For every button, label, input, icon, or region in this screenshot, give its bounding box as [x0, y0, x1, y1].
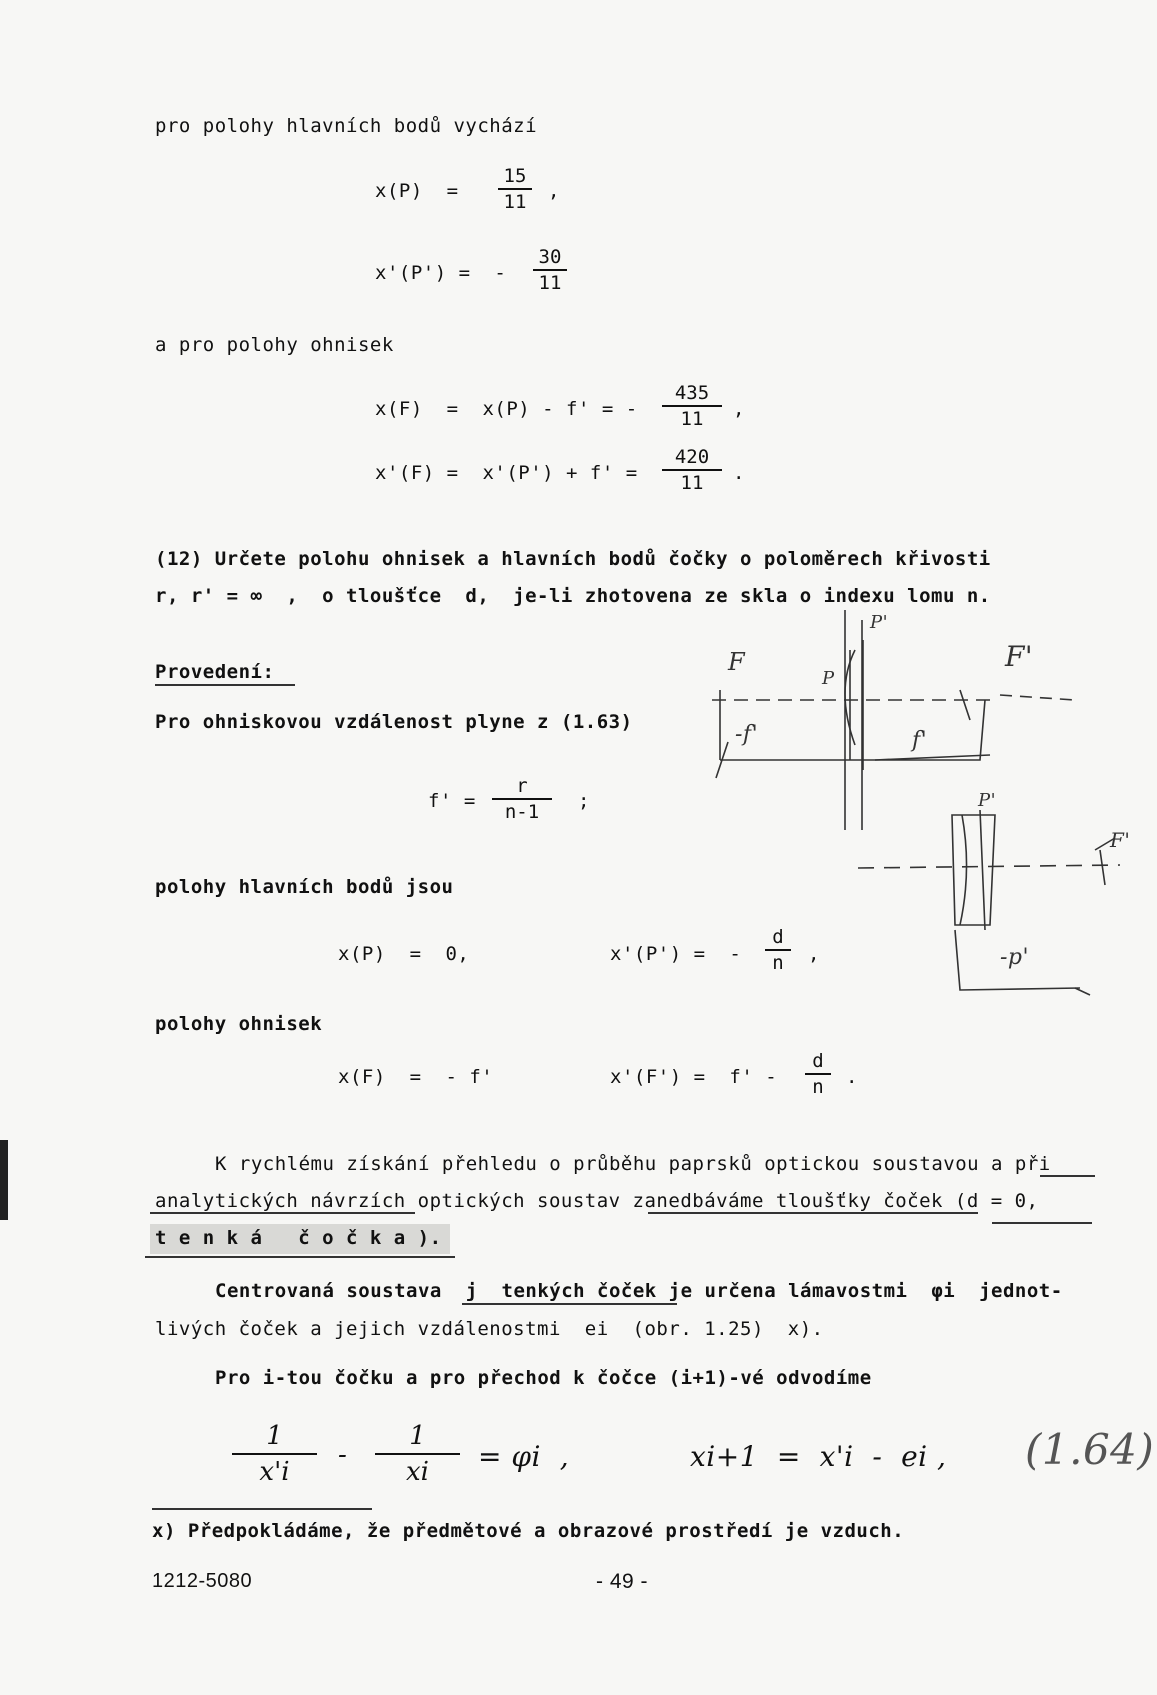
sketch-label-f-prime: f' — [912, 728, 928, 753]
eq6b-num: d — [772, 926, 784, 948]
sketch-label-F-prime: F' — [1005, 640, 1034, 673]
eq4-lhs: x'(F) = x'(P') + f' = — [375, 462, 638, 484]
eq2-lhs: x'(P') = - — [375, 262, 507, 284]
footnote-text: x) Předpokládáme, že předmětové a obrazové prostředí je vzduch. — [152, 1520, 905, 1542]
eq8-second: xi+1 = x'i - ei , — [690, 1440, 947, 1473]
intro-line: pro polohy hlavních bodů vychází — [155, 115, 538, 137]
eq8-rhs: = φi , — [478, 1440, 570, 1473]
para1-line2: analytických návrzích optických soustav zanedbáváme tloušťky čoček (d = 0, — [155, 1190, 1039, 1212]
eq8-label: (1.64) — [1025, 1425, 1155, 1474]
sketch-label-P-prime: P' — [870, 612, 889, 633]
eq3-num: 435 — [674, 382, 710, 404]
para2-line2: livých čoček a jejich vzdálenostmi ei (obr. 1.25) x). — [155, 1318, 824, 1340]
eq2-den: 11 — [538, 272, 562, 294]
eq3-tail: , — [733, 398, 745, 420]
sketch-label-minus-p: -p' — [1000, 945, 1030, 970]
eq6a: x(P) = 0, — [338, 943, 470, 965]
para3-line: Pro i-tou čočku a pro přechod k čočce (i+1)-vé odvodíme — [215, 1367, 872, 1389]
eq5-den: n-1 — [504, 801, 540, 823]
focal-length-text: Pro ohniskovou vzdálenost plyne z (1.63) — [155, 711, 633, 733]
eq5-tail: ; — [578, 790, 590, 812]
sketch-label-F: F — [728, 648, 746, 676]
eq8-num2: 1 — [409, 1421, 426, 1451]
eq1-den: 11 — [503, 191, 527, 213]
eq8-den2: xi — [406, 1457, 429, 1487]
eq1-tail: , — [548, 180, 560, 202]
eq1-num: 15 — [503, 165, 527, 187]
problem-line-2: r, r' = ∞ , o tloušťce d, je-li zhotovena ze skla o indexu lomu n. — [155, 585, 991, 607]
provedeni-heading: Provedení: — [155, 661, 275, 683]
eq4-den: 11 — [680, 472, 704, 494]
eq1-lhs: x(P) = — [375, 180, 459, 202]
para1-line1: K rychlému získání přehledu o průběhu paprsků optickou soustavou a při — [215, 1153, 1051, 1175]
eq4-num: 420 — [674, 446, 710, 468]
doc-number: 1212-5080 — [152, 1570, 253, 1592]
principal-points-text: polohy hlavních bodů jsou — [155, 876, 454, 898]
eq8-num1: 1 — [266, 1421, 283, 1451]
eq3-lhs: x(F) = x(P) - f' = - — [375, 398, 638, 420]
eq5-num: r — [516, 775, 528, 797]
problem-line-1: (12) Určete polohu ohnisek a hlavních bodů čočky o poloměrech křivosti — [155, 548, 991, 570]
para2-line1: Centrovaná soustava j tenkých čoček je určena lámavostmi φi jednot- — [215, 1280, 1063, 1302]
eq6b-tail: , — [808, 943, 820, 965]
page-number: - 49 - — [596, 1570, 649, 1593]
eq6b-den: n — [772, 952, 784, 974]
sketch-label-minus-f: -f' — [735, 722, 759, 747]
eq7a: x(F) = - f' — [338, 1066, 494, 1088]
eq5-lhs: f' = — [428, 790, 476, 812]
eq7b-lhs: x'(F') = f' - — [610, 1066, 778, 1088]
sketch-label-P: P — [822, 668, 835, 689]
eq7b-tail: . — [846, 1066, 858, 1088]
focus-points-text: polohy ohnisek — [155, 1013, 323, 1035]
eq3-den: 11 — [680, 408, 704, 430]
eq7b-num: d — [812, 1050, 824, 1072]
sketch-label-F3: F' — [1110, 828, 1131, 852]
eq8-den1: x'i — [259, 1457, 290, 1487]
eq8-minus: - — [338, 1440, 348, 1470]
eq6b-lhs: x'(P') = - — [610, 943, 742, 965]
sketch-label-P3: P' — [978, 790, 997, 811]
para1-line3: t e n k á č o č k a ). — [155, 1227, 442, 1249]
eq7b-den: n — [812, 1076, 824, 1098]
eq2-num: 30 — [538, 246, 562, 268]
eq4-tail: . — [733, 462, 745, 484]
focus-intro-line: a pro polohy ohnisek — [155, 334, 394, 356]
